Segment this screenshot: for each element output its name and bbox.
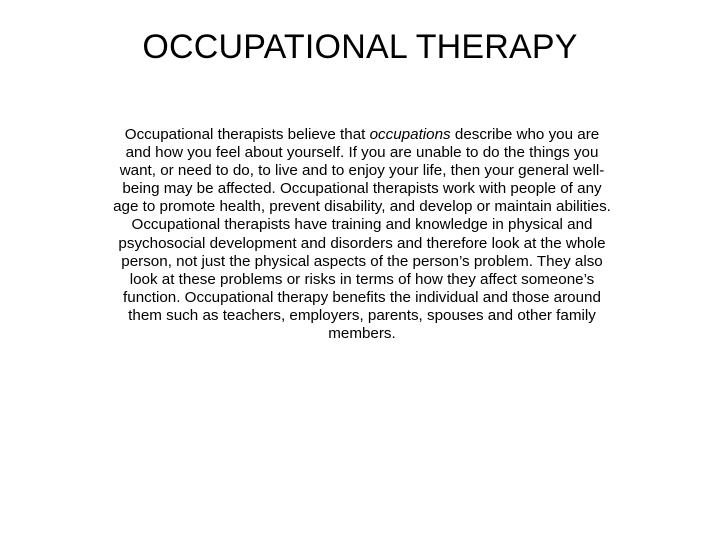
slide-body-text	[113, 126, 611, 343]
slide-title: OCCUPATIONAL THERAPY	[142, 28, 578, 66]
body-text-part-1: Occupational therapists believe that	[124, 126, 370, 143]
body-text-part-2: describe who you are and how you feel about yourself. If you are unable to do the things you want, or need to do, to live and to enjoy your life, then your general well-being may be affected. Occupational therapists work with people of any age to promote health, prevent disability, and develop or maintain abilities. Occupational therapists have training and knowledge in physical and psychosocial development and disorders and therefore look at the whole person, not just the physical aspects of the person’s problem. They also look at these problems or risks in terms of how they affect someone’s function. Occupational therapy benefits the individual and those around them such as teachers, employers, parents, spouses and other family members.	[113, 126, 611, 343]
body-text-emphasis: occupations	[369, 126, 451, 143]
